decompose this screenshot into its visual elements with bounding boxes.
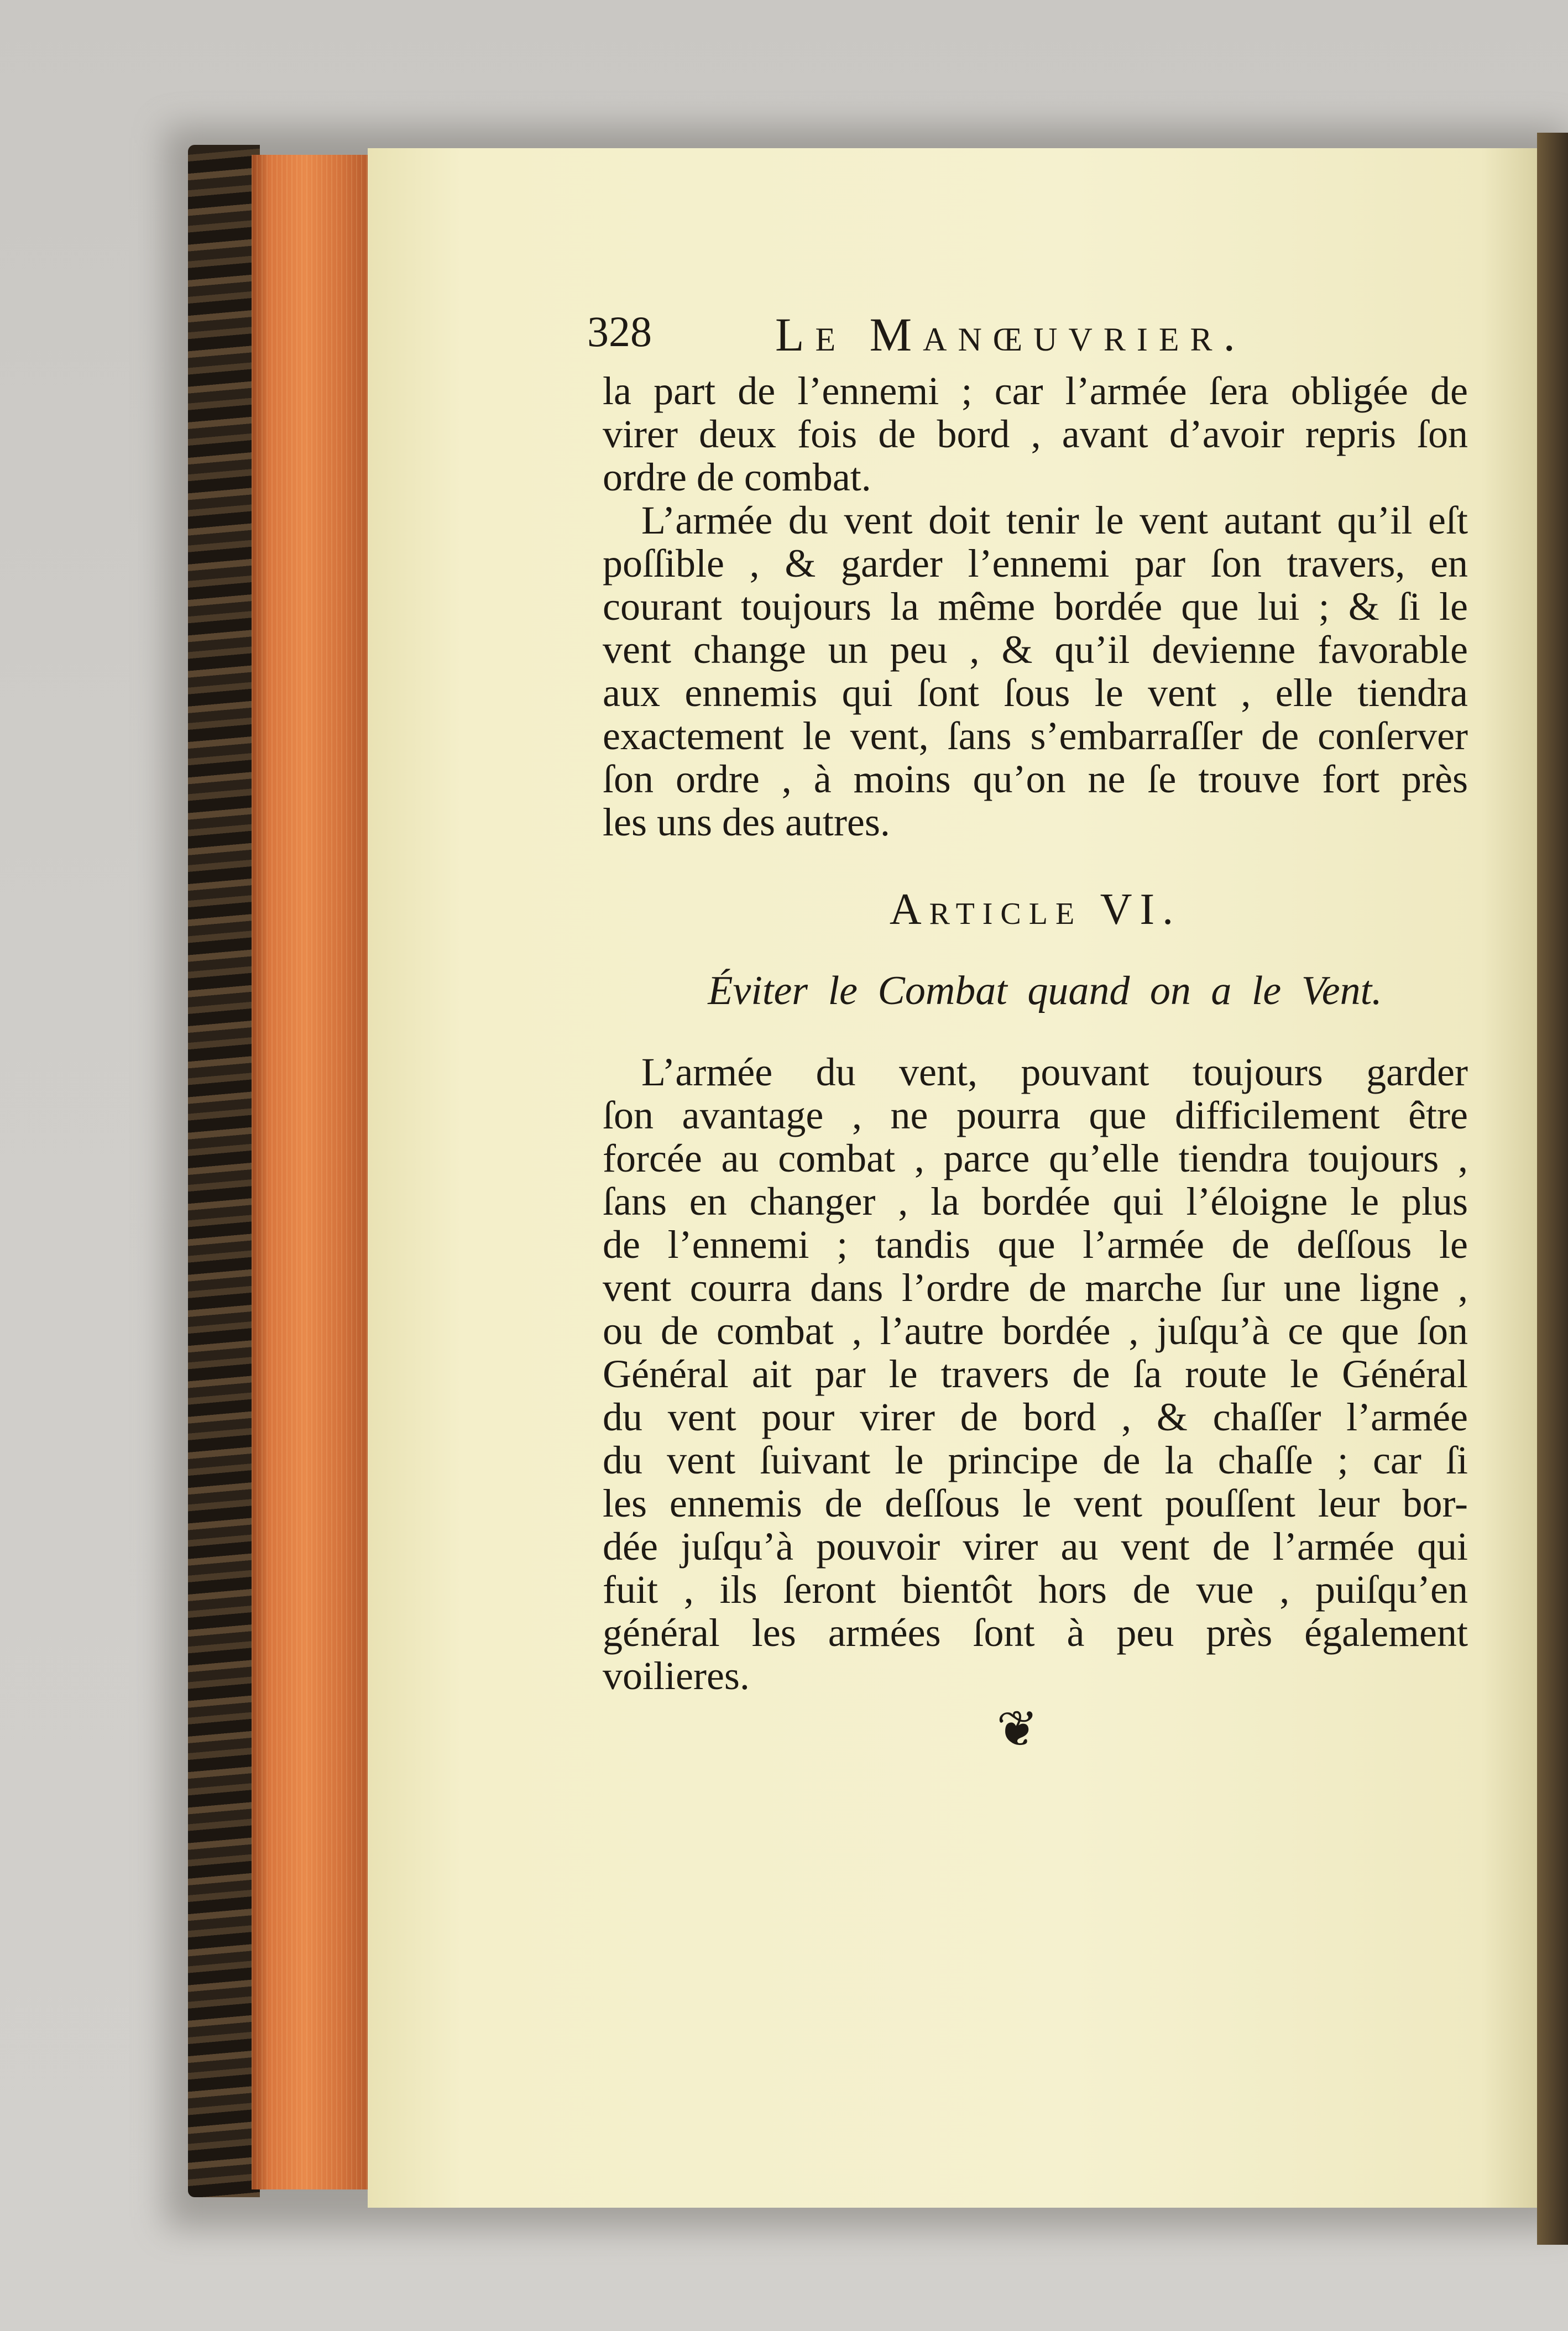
- text-line: forcée au combat , parce qu’elle tiendra toujours ,: [603, 1136, 1468, 1180]
- page-edge-texture: [252, 155, 370, 2189]
- body-text-top: [603, 369, 1468, 844]
- text-line: dée juſqu’à pouvoir virer au vent de l’armée qui: [603, 1524, 1468, 1569]
- text-line: L’armée du vent, pouvant toujours garder: [641, 1050, 1468, 1094]
- text-line: vent courra dans l’ordre de marche ſur une ligne ,: [603, 1266, 1468, 1310]
- text-line: L’armée du vent doit tenir le vent autant qu’il eſt: [641, 498, 1468, 542]
- text-line: voilieres.: [603, 1654, 750, 1698]
- text-line: ordre de combat.: [603, 455, 871, 499]
- article-heading: Article VI.: [889, 885, 1182, 934]
- text-line: ſon ordre , à moins qu’on ne ſe trouve fort près: [603, 757, 1468, 801]
- fleuron-ornament-icon: ❦: [996, 1702, 1038, 1757]
- text-line: fuit , ils ſeront bientôt hors de vue , puiſqu’en: [603, 1567, 1468, 1612]
- running-title: Le Manœuvrier.: [775, 308, 1246, 361]
- page-fore-edge: [252, 155, 370, 2189]
- page-number: 328: [587, 307, 652, 356]
- text-line: général les armées ſont à peu près également: [603, 1611, 1468, 1655]
- book-cover-leather: [188, 145, 260, 2197]
- book-binding-right: [1537, 133, 1568, 2245]
- text-line: virer deux fois de bord , avant d’avoir repris ſon: [603, 412, 1468, 456]
- text-line: ſon avantage , ne pourra que difficilement être: [603, 1093, 1468, 1137]
- text-line: ſans en changer , la bordée qui l’éloigne le plus: [603, 1179, 1468, 1224]
- article-subtitle: Éviter le Combat quand on a le Vent.: [708, 968, 1382, 1013]
- text-line: la part de l’ennemi ; car l’armée ſera obligée de: [603, 369, 1468, 413]
- text-line: du vent pour virer de bord , & chaſſer l’armée: [603, 1395, 1468, 1439]
- text-line: ou de combat , l’autre bordée , juſqu’à ce que ſon: [603, 1309, 1468, 1353]
- text-line: courant toujours la même bordée que lui ; & ſi le: [603, 584, 1468, 629]
- text-line: exactement le vent, ſans s’embarraſſer de conſerver: [603, 714, 1468, 758]
- text-line: vent change un peu , & qu’il devienne favorable: [603, 628, 1468, 672]
- text-line: Général ait par le travers de ſa route le Général: [603, 1352, 1468, 1396]
- text-line: du vent ſuivant le principe de la chaſſe ; car ſi: [603, 1438, 1468, 1482]
- text-line: de l’ennemi ; tandis que l’armée de deſſous le: [603, 1222, 1468, 1267]
- page-header: [587, 307, 1350, 361]
- body-text-article: [603, 1050, 1468, 1697]
- text-line: les ennemis de deſſous le vent pouſſent leur bor-: [603, 1481, 1468, 1525]
- text-line: aux ennemis qui ſont ſous le vent , elle tiendra: [603, 671, 1468, 715]
- text-line: poſſible , & garder l’ennemi par ſon travers, en: [603, 541, 1468, 586]
- text-line: les uns des autres.: [603, 800, 890, 844]
